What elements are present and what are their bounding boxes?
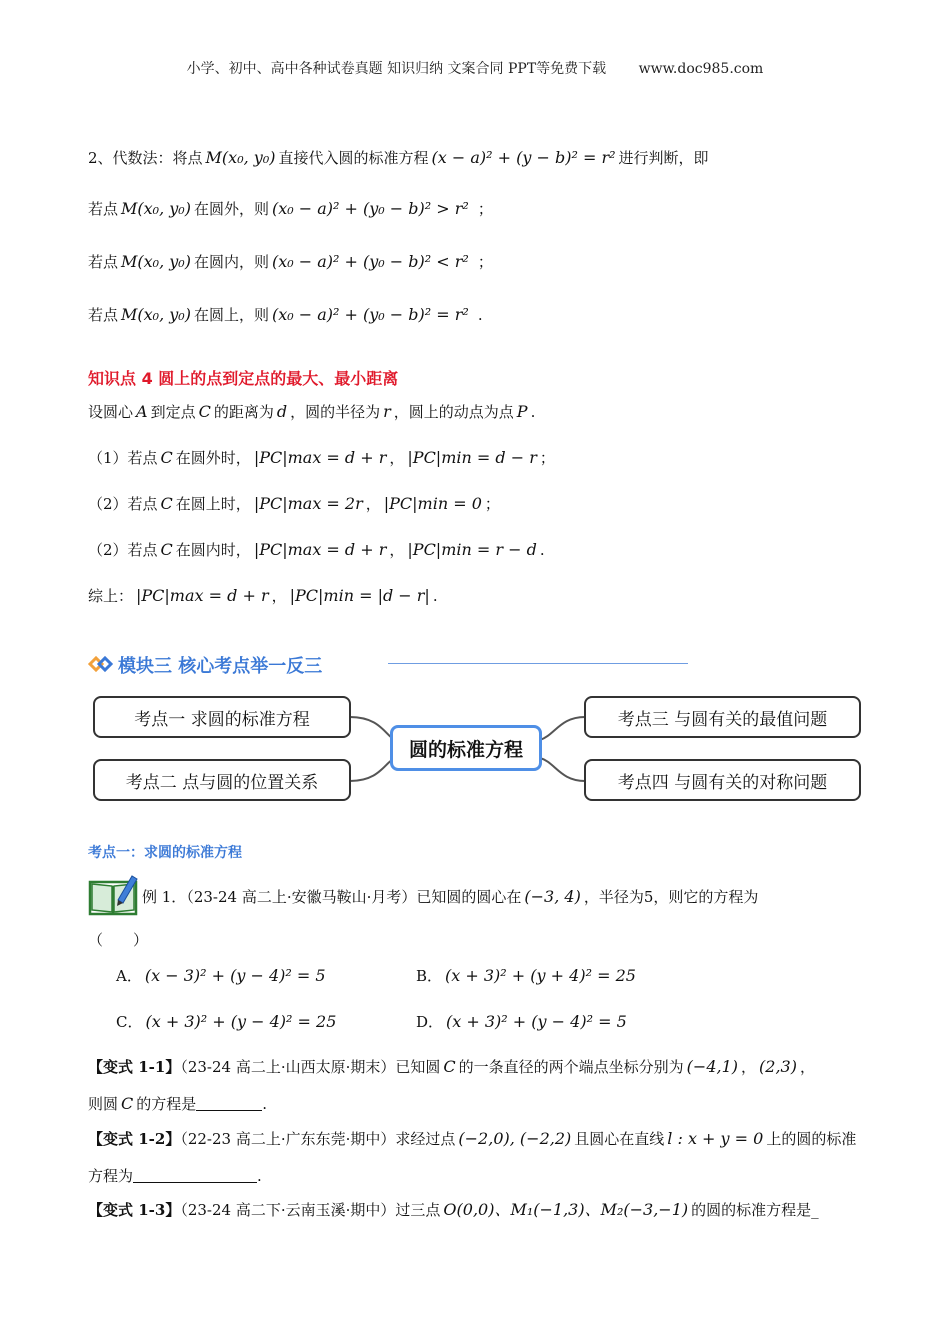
variant-1-1-line1 — [88, 1055, 890, 1079]
knowledge-summary — [88, 584, 890, 608]
option-a[interactable] — [116, 965, 329, 986]
math-option: (x + 3)² + (y − 4)² = 5 — [446, 1012, 627, 1031]
text: 已知圆 — [395, 1058, 441, 1076]
text: 直接代入圆的标准方程 — [278, 149, 429, 167]
option-label: D． — [416, 1013, 444, 1031]
variant-tag: 【变式 1-2】 — [88, 1130, 181, 1148]
math-point: M(x₀, y₀) — [121, 305, 191, 324]
math-points: O(0,0)、M₁(−1,3)、M₂(−3,−1) — [443, 1200, 689, 1219]
math-min: |PC|min = r − d — [407, 540, 537, 559]
text: . — [539, 541, 545, 559]
module-title: 模块三 核心考点举一反三 — [118, 656, 323, 677]
math-standard-equation: (x − a)² + (y − b)² = r² — [431, 148, 616, 167]
math-point: M(x₀, y₀) — [205, 148, 276, 167]
text: （2）若点 — [88, 495, 158, 513]
text: 进行判断，即 — [618, 149, 709, 167]
text: 2、代数法：将点 — [88, 149, 203, 167]
math-min: |PC|min = 0 — [383, 494, 482, 513]
math-inequality: (x₀ − a)² + (y₀ − b)² < r² — [271, 252, 469, 271]
math-line: l : x + y = 0 — [667, 1129, 764, 1148]
math-max: |PC|max = 2r — [253, 494, 363, 513]
text: ； — [477, 253, 493, 271]
math-max: |PC|max = d + r — [136, 586, 269, 605]
variant-tag: 【变式 1-1】 — [88, 1058, 181, 1076]
option-label: B． — [416, 967, 443, 985]
text: ， — [799, 1058, 815, 1076]
page-header — [0, 58, 950, 78]
math-var: C — [443, 1057, 456, 1076]
text: . — [477, 306, 483, 324]
math-option: (x + 3)² + (y + 4)² = 25 — [445, 966, 636, 985]
math-var: r — [383, 402, 391, 421]
text: . — [530, 403, 536, 421]
variant-source: （23-24 高二上·山西太原·期末） — [180, 1058, 396, 1076]
text: ，圆的半径为 — [290, 403, 381, 421]
option-b[interactable] — [416, 965, 639, 986]
text: 若点 — [88, 306, 119, 324]
text: 方程为 — [88, 1167, 134, 1185]
text: 求经过点 — [395, 1130, 456, 1148]
text: （2）若点 — [88, 541, 158, 559]
knowledge-setup — [88, 400, 890, 424]
example-1-paren: （ ） — [88, 931, 149, 949]
math-point: M(x₀, y₀) — [121, 199, 191, 218]
text: 的圆的标准方程是_ — [691, 1201, 819, 1219]
math-var: C — [121, 1094, 134, 1113]
option-d[interactable] — [416, 1011, 630, 1032]
text: . — [262, 1095, 268, 1113]
section-subtitle: 考点一：求圆的标准方程 — [88, 845, 242, 861]
math-equation: (x₀ − a)² + (y₀ − b)² = r² — [271, 305, 469, 324]
text: ； — [477, 200, 493, 218]
mind-map-node-4: 考点四 与圆有关的对称问题 — [584, 759, 861, 801]
math-var: C — [160, 448, 173, 467]
knowledge-case-3 — [88, 538, 890, 562]
mind-map — [0, 690, 950, 810]
mind-map-node-1: 考点一 求圆的标准方程 — [93, 696, 351, 738]
text: 在圆内时， — [175, 541, 251, 559]
math-point: M(x₀, y₀) — [121, 252, 191, 271]
open-book-pencil-icon — [88, 872, 140, 918]
text: 到定点 — [150, 403, 196, 421]
text: ， — [389, 541, 405, 559]
mind-map-node-2: 考点二 点与圆的位置关系 — [93, 759, 351, 801]
example-1-stem — [142, 885, 890, 909]
math-point: (−3, 4) — [524, 887, 581, 906]
algebra-intro — [88, 146, 890, 170]
math-option: (x − 3)² + (y − 4)² = 5 — [144, 966, 326, 985]
math-var: C — [160, 494, 173, 513]
math-points: (−2,0), (−2,2) — [458, 1129, 572, 1148]
math-var: C — [198, 402, 211, 421]
algebra-case-on — [88, 303, 890, 327]
math-min: |PC|min = d − r — [407, 448, 537, 467]
text: ，半径为5，则它的方程为 — [583, 888, 759, 906]
math-var: d — [276, 402, 288, 421]
text: 在圆内，则 — [193, 253, 269, 271]
text: 的方程是 — [136, 1095, 197, 1113]
answer-blank[interactable] — [196, 1094, 262, 1111]
text: . — [432, 587, 438, 605]
text: ， — [271, 587, 287, 605]
math-max: |PC|max = d + r — [253, 540, 387, 559]
mind-map-node-3: 考点三 与圆有关的最值问题 — [584, 696, 861, 738]
text: 上的圆的标准 — [766, 1130, 857, 1148]
math-inequality: (x₀ − a)² + (y₀ − b)² > r² — [271, 199, 469, 218]
variant-1-2-line2 — [88, 1164, 890, 1188]
text: 的距离为 — [213, 403, 274, 421]
variant-1-2-line1 — [88, 1127, 890, 1151]
text: （1）若点 — [88, 449, 158, 467]
math-var: C — [160, 540, 173, 559]
text: ， — [365, 495, 381, 513]
variant-1-1-line2 — [88, 1092, 890, 1116]
text: ， — [389, 449, 405, 467]
header-site: www.doc985.com — [638, 61, 764, 77]
variant-tag: 【变式 1-3】 — [88, 1201, 181, 1219]
text: ； — [484, 495, 500, 513]
text: 在圆上时， — [175, 495, 251, 513]
option-c[interactable] — [116, 1011, 339, 1032]
header-text: 小学、初中、高中各种试卷真题 知识归纳 文案合同 PPT等免费下载 — [186, 61, 607, 77]
text: 且圆心在直线 — [574, 1130, 665, 1148]
text: ； — [539, 449, 555, 467]
text: 在圆外时， — [175, 449, 251, 467]
example-label: 例 1． — [142, 888, 187, 906]
text: 若点 — [88, 253, 119, 271]
text: ，圆上的动点为点 — [393, 403, 514, 421]
text: 设圆心 — [88, 403, 134, 421]
math-point: (2,3) — [759, 1057, 797, 1076]
knowledge-heading: 知识点 4 圆上的点到定点的最大、最小距离 — [88, 369, 399, 388]
math-point: (−4,1) — [686, 1057, 739, 1076]
example-source: （23-24 高二上·安徽马鞍山·月考） — [186, 888, 417, 906]
text: 的一条直径的两个端点坐标分别为 — [458, 1058, 684, 1076]
text: 在圆上，则 — [193, 306, 269, 324]
math-max: |PC|max = d + r — [253, 448, 387, 467]
text: ， — [741, 1058, 757, 1076]
module-divider — [388, 663, 688, 664]
text: 在圆外，则 — [193, 200, 269, 218]
mind-map-center: 圆的标准方程 — [390, 725, 542, 771]
math-option: (x + 3)² + (y − 4)² = 25 — [145, 1012, 337, 1031]
double-diamond-icon — [88, 654, 114, 674]
math-var: P — [516, 402, 528, 421]
variant-source: （23-24 高二下·云南玉溪·期中） — [180, 1201, 396, 1219]
text: 综上： — [88, 587, 134, 605]
text: 过三点 — [395, 1201, 441, 1219]
text: . — [257, 1167, 262, 1185]
text: 已知圆的圆心在 — [416, 888, 522, 906]
option-label: A． — [116, 967, 142, 985]
text: 若点 — [88, 200, 119, 218]
knowledge-case-2 — [88, 492, 890, 516]
text: 则圆 — [88, 1095, 119, 1113]
algebra-case-outside — [88, 197, 890, 221]
variant-1-3-line1 — [88, 1198, 890, 1222]
math-var: A — [136, 402, 148, 421]
variant-source: （22-23 高二上·广东东莞·期中） — [180, 1130, 396, 1148]
module-header — [88, 650, 688, 678]
algebra-case-inside — [88, 250, 890, 274]
math-min: |PC|min = |d − r| — [289, 586, 430, 605]
option-label: C． — [116, 1013, 143, 1031]
knowledge-case-1 — [88, 446, 890, 470]
answer-blank[interactable] — [133, 1166, 257, 1183]
